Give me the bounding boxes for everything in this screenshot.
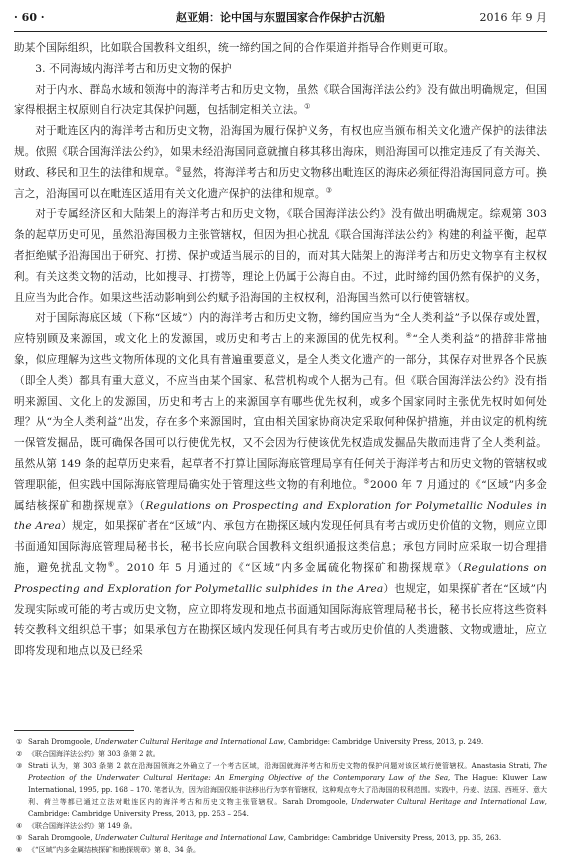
running-title: 赵亚娟：论中国与东盟国家合作保护古沉船 xyxy=(176,11,385,24)
footnote-ref-6[interactable]: ⑥ xyxy=(107,560,116,569)
paragraph-the-area: 对于国际海底区域（下称“区域”）内的海洋考古和历史文物，缔约国应当为“全人类利益”予以保存或处置，应特别顾及来源国，或文化上的发源国，或历史和考古上的来源国的优先权利。④“全人类利益”的措辞非常抽象，似应理解为这些文物所体现的文化具有普遍重要意义，是全人类文化遗产的一部分，其保存对世界各个民族（即全人类）都具有重大意义，不应当由某个国家、私营机构或个人据为己有。但《联合国海洋法公约》没有指明来源国、文化上的发源国，历史和考古上的来源国享有哪些优先权利，或多个国家同时主张优先权时如何处理？从“为全人类利益”出发，存在多个来源国时，宜由相关国家协商决定采取何种保护措施，并由议定的机构统一保管发掘品，既可确保各国可以行使优先权，又不会因为行使该优先权造成发掘品失散而违背了全人类利益。虽然从第 149 条的起草历史来看，起草者不打算让国际海底管理局享有任何关于海洋考古和历史文物的管辖权或管理职能，但实践中国际海底管理局确实处于管理这些文物的有利地位。⑤2000 年 7 月通过的《“区域”内多金属结核探矿和勘探规章》（Regulations on Prospecting and Exploration for Polymetallic Nodules in the Area）规定，如果探矿者在“区域”内、承包方在勘探区域内发现任何具有考古或历史价值的文物，则应立即书面通知国际海底管理局秘书长，秘书长应向联合国教科文组织通报这类信息；承包方同时应采取一切合理措施，避免扰乱文物⑥。2010 年 5 月通过的《“区域”内多金属硫化物探矿和勘探规章》（Regulations on Prospecting and Exploration for Polymetallic sulphides in the Area）也规定，如果探矿者在“区域”内发现实际或可能的考古或历史文物，应立即将发现和地点书面通知国际海底管理局秘书长，秘书长应将这些资料转交教科文组织总干事；如果承包方在勘探区域内发现任何具有考古或历史价值的人类遗骸、文物或遗址，应立即将发现和地点以及已经采 xyxy=(14,312,547,658)
paragraph-eez-continental-shelf: 对于专属经济区和大陆架上的海洋考古和历史文物，《联合国海洋法公约》没有做出明确规定。综观第 303 条的起草历史可见，虽然沿海国极力主张管辖权，但因为担心扰乱《联合国海洋法公约》构建的利益平衡，起草者拒绝赋予沿海国出于研究、打捞、保护或适当展示的目的，而对其大陆架上的海洋考古和历史文物享有主权权利。有关这类文物的活动，比如搜寻、打捞等，理论上仍属于公海自由。不过，此时缔约国仍然有保护的义务，且应当为此合作。如果这些活动影响到公约赋予沿海国的主权权利，沿海国当然可以行使管辖权。 xyxy=(14,208,547,304)
regulation-title-nodules: Regulations on Prospecting and Exploration for Polymetallic Nodules in the Area xyxy=(14,499,547,533)
footnote-separator xyxy=(14,730,134,731)
footnote-item: ① Sarah Dromgoole, Underwater Cultural Heritage and International Law, Cambridge: Cambridge University Press, 2013, p. 249. xyxy=(16,738,484,746)
article-body xyxy=(14,38,547,662)
footnote-item: ④ 《联合国海洋法公约》第 149 条。 xyxy=(16,822,137,830)
footnote-ref-3[interactable]: ③ xyxy=(325,186,333,195)
footnote-ref-4[interactable]: ④ xyxy=(405,331,413,340)
page-number: · 60 · xyxy=(14,11,45,24)
paragraph-continuation: 助某个国际组织，比如联合国教科文组织，统一缔约国之间的合作渠道并指导合作则更可取。 xyxy=(14,42,455,54)
regulation-title-sulphides: Regulations on Prospecting and Exploration for Polymetallic sulphides in the Area xyxy=(14,561,547,595)
paragraph-contiguous-zone: 对于毗连区内的海洋考古和历史文物，沿海国为履行保护义务，有权也应当颁布相关文化遗产保护的法律法规。依照《联合国海洋法公约》，如果未经沿海国同意就擅自移其移出海床，则沿海国可以推定违反了有关海关、财政、移民和卫生的法律和规章。②显然，将海洋考古和历史文物移出毗连区的海床必须征得沿海国同意方可。换言之，沿海国可以在毗连区适用有关文化遗产保护的法律和规章。③ xyxy=(14,125,547,200)
paragraph-internal-waters: 对于内水、群岛水域和领海中的海洋考古和历史文物，虽然《联合国海洋法公约》没有做出明确规定，但国家得根据主权原则自行决定其保护问题，包括制定相关立法。① xyxy=(14,83,547,117)
footnote-item: ② 《联合国海洋法公约》第 303 条第 2 款。 xyxy=(16,750,160,758)
footnote-item: ⑥ 《“区域”内多金属结核探矿和勘探规章》第 8、34 条。 xyxy=(16,846,200,854)
section-heading: 3. 不同海域内海洋考古和历史文物的保护 xyxy=(35,62,232,75)
issue-date: 2016 年 9 月 xyxy=(479,11,547,24)
footnotes xyxy=(14,736,547,856)
running-header xyxy=(14,8,547,28)
footnote-item: ⑤ Sarah Dromgoole, Underwater Cultural Heritage and International Law, Cambridge: Cambridge University Press, 2013, pp. 35, 263. xyxy=(16,834,502,842)
header-rule xyxy=(14,31,547,32)
footnote-item: ③ Strati 认为，第 303 条第 2 款在沿海国领海之外确立了一个考古区域，沿海国就海洋考古和历史文物的保护问题对该区域行使管辖权。Anastasia Strati, The Protection of the Underwater Cultural Heritage: An Emerging Objective of the Contemporary Law of the Sea, The Hague: Kluwer Law International, 1995, pp. 168 – 170. 笔者认为，因为沿海国仅能非法移出行为享有管辖权，这种观点夸大了沿海国的权利范围。实践中，丹麦、法国、西班牙、意大利、荷兰等都已通过立法对毗连区内的海洋考古和历史文物主张管辖权。Sarah Dromgoole, Underwater Cultural Heritage and International Law, Cambridge: Cambridge University Press, 2013, pp. 253 – 254. xyxy=(16,762,548,818)
footnote-ref-5[interactable]: ⑤ xyxy=(363,477,371,486)
footnote-ref-2[interactable]: ② xyxy=(175,165,182,174)
footnote-ref-1[interactable]: ① xyxy=(304,102,311,111)
